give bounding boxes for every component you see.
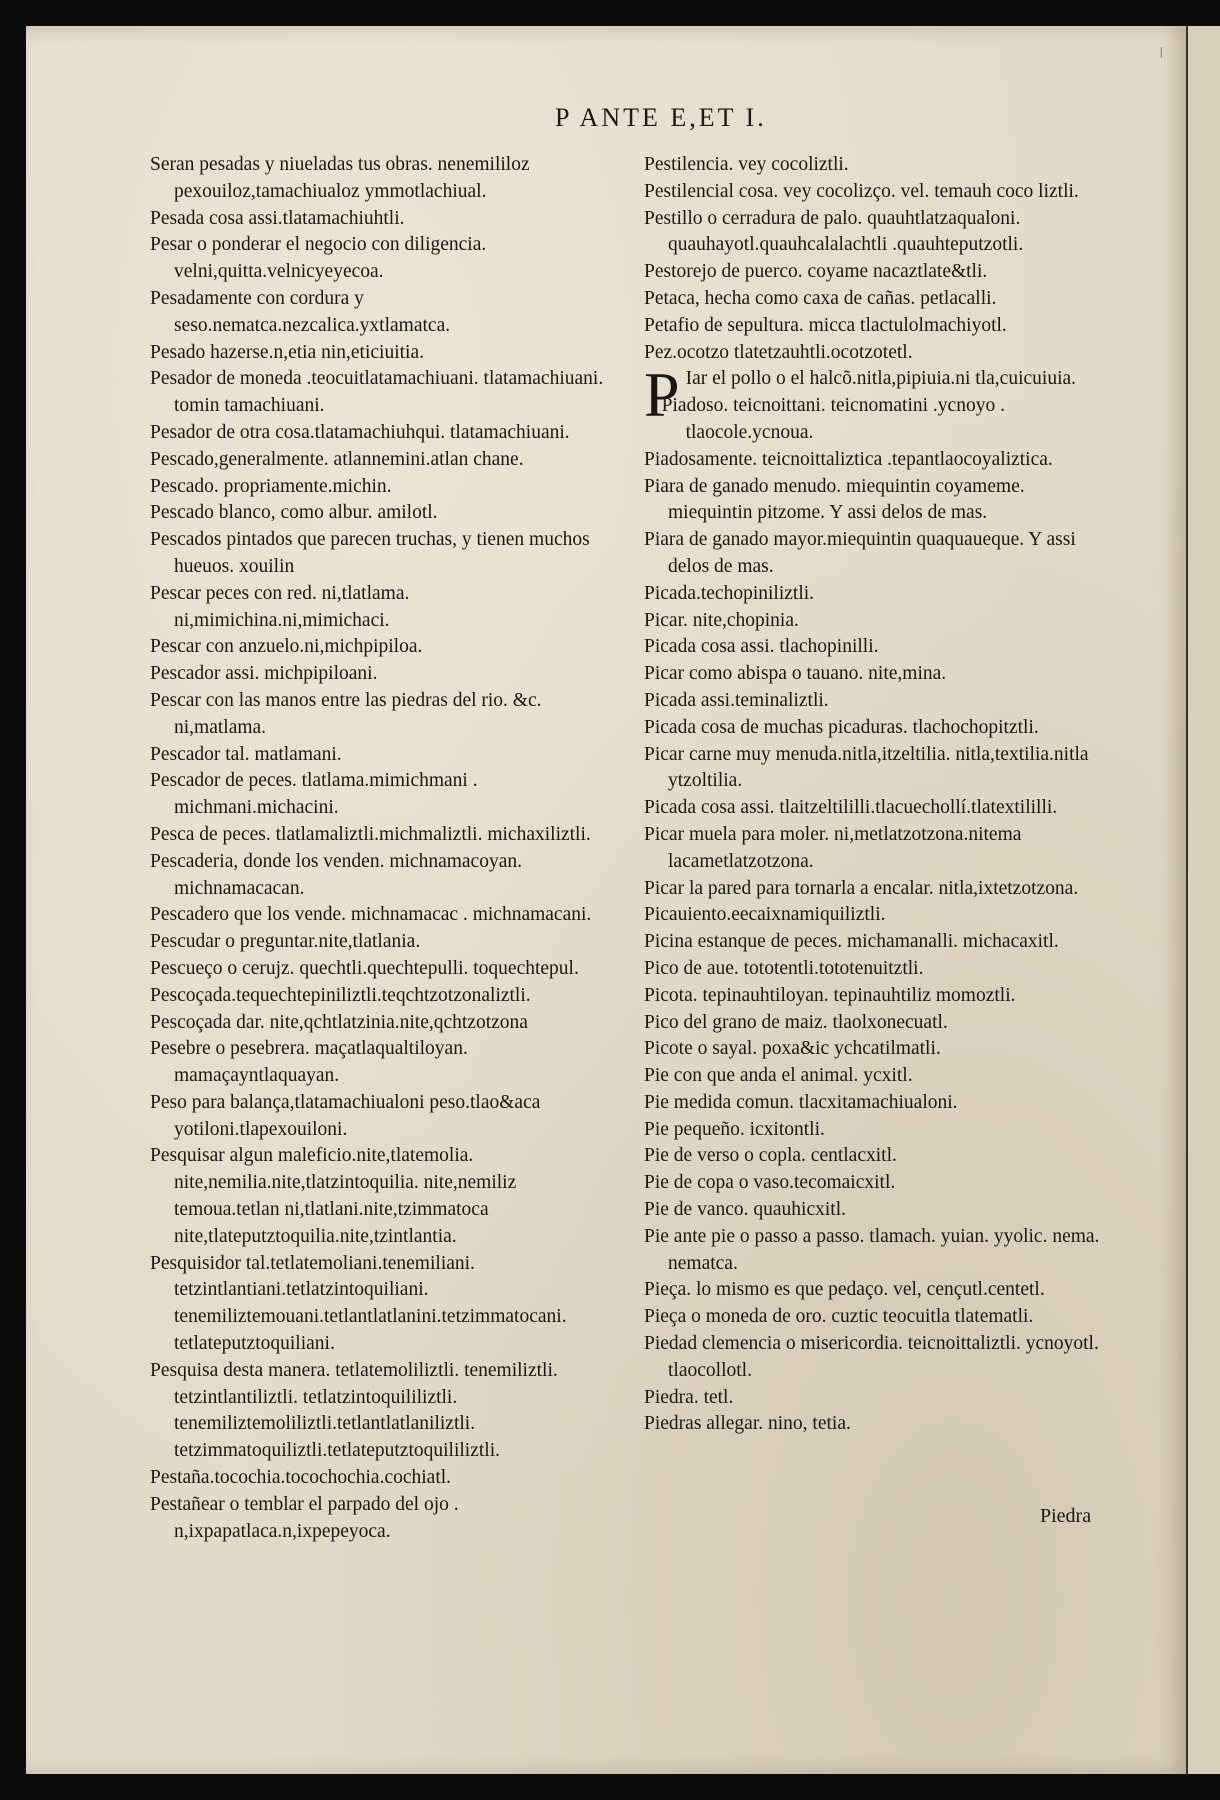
right-column-top: [644, 152, 1114, 366]
dictionary-entry: Petafio de sepultura. micca tlactulolmachiyotl.: [644, 314, 1007, 336]
dictionary-entry: Pico de aue. tototentli.tototenuitztli.: [644, 957, 924, 979]
dictionary-entry: Picote o sayal. poxa&ic ychcatilmatli.: [644, 1038, 941, 1060]
dictionary-entry: Pescar con anzuelo.ni,michpipiloa.: [150, 636, 423, 658]
dictionary-entry: Pesquisar algun maleficio.nite,tlatemolia. nite,nemilia.nite,tlatzintoquilia. nite,nemiliz temoua.tetlan ni,tlatlani.nite,tzimmatoca nite,tlateputztoquilia.nite,tzintlantia.: [150, 1145, 517, 1247]
dictionary-entry: Pescoçada.tequechtepiniliztli.teqchtzotzonaliztli.: [150, 984, 531, 1006]
dictionary-entry: Picina estanque de peces. michamanalli. michacaxitl.: [644, 931, 1059, 953]
dictionary-entry: Pescudar o preguntar.nite,tlatlania.: [150, 931, 421, 953]
dictionary-entry: Pie de verso o copla. centlacxitl.: [644, 1145, 897, 1167]
dictionary-entry: Pescado. propriamente.michin.: [150, 475, 392, 497]
dictionary-entry: Pescar peces con red. ni,tlatlama. ni,mimichina.ni,mimichaci.: [150, 582, 410, 631]
dictionary-entry: Piara de ganado menudo. miequintin coyameme. miequintin pitzome. Y assi delos de mas.: [644, 475, 1025, 524]
catchword: Piedra: [1040, 1505, 1092, 1527]
dictionary-entry: Picar la pared para tornarla a encalar. nitla,ixtetzotzona.: [644, 877, 1079, 899]
dictionary-entry: Pestilencia. vey cocoliztli.: [644, 154, 849, 175]
dictionary-entry: Pie ante pie o passo a passo. tlamach. yuian. yyolic. nema. nematca.: [644, 1225, 1100, 1274]
dictionary-entry: Pestaña.tocochia.tocochochia.cochiatl.: [150, 1467, 452, 1489]
running-head: P ANTE E,ET I.: [555, 103, 767, 132]
dictionary-entry: Pico del grano de maiz. tlaolxonecuatl.: [644, 1011, 948, 1033]
dictionary-entry: Picar muela para moler. ni,metlatzotzona.nitema lacametlatzotzona.: [644, 823, 1022, 872]
dictionary-entry: Pie pequeño. icxitontli.: [644, 1118, 825, 1140]
dictionary-entry: Piedra. tetl.: [644, 1386, 734, 1408]
left-column: [150, 152, 620, 1545]
dictionary-entry: Pieça o moneda de oro. cuztic teocuitla tlatematli.: [644, 1306, 1034, 1328]
dictionary-entry: Pesquisidor tal.tetlatemoliani.tenemiliani. tetzintlantiani.tetlatzintoquiliani. tenemiliztemouani.tetlantlatlanini.tetzimmatocani. tetlateputztoquiliani.: [150, 1252, 567, 1355]
dictionary-entry: Picar carne muy menuda.nitla,itzeltilia. nitla,textilia.nitla ytzoltilia.: [644, 743, 1089, 792]
dictionary-entry: Pescador de peces. tlatlama.mimichmani . michmani.michacini.: [150, 770, 478, 819]
dictionary-entry: Pestillo o cerradura de palo. quauhtlatzaqualoni. quauhayotl.quauhcalalachtli .quauhteputzotli.: [644, 207, 1024, 256]
right-column-entries: [644, 393, 1114, 1438]
dictionary-entry: Pestilencial cosa. vey cocolizço. vel. temauh coco liztli.: [644, 180, 1079, 202]
dictionary-entry: Picada cosa de muchas picaduras. tlachochopitztli.: [644, 716, 1039, 738]
dictionary-entry: Pieça. lo mismo es que pedaço. vel, cençutl.centetl.: [644, 1279, 1045, 1301]
dictionary-entry: Pescado,generalmente. atlannemini.atlan chane.: [150, 448, 524, 470]
dictionary-entry: Picada assi.teminaliztli.: [644, 689, 829, 711]
dictionary-entry: Picar. nite,chopinia.: [644, 609, 799, 631]
dictionary-entry: Pescado blanco, como albur. amilotl.: [150, 502, 438, 524]
dictionary-entry: Pesador de otra cosa.tlatamachiuhqui. tlatamachiuani.: [150, 421, 570, 443]
dictionary-entry: Pesebre o pesebrera. maçatlaqualtiloyan. mamaçayntlaquayan.: [150, 1038, 468, 1087]
dictionary-entry: Pesado hazerse.n,etia nin,eticiuitia.: [150, 341, 424, 363]
dictionary-entry: Pescaderia, donde los venden. michnamacoyan. michnamacacan.: [150, 850, 522, 899]
dictionary-entry: Petaca, hecha como caxa de cañas. petlacalli.: [644, 287, 997, 309]
dictionary-entry: Pesquisa desta manera. tetlatemoliliztli. tenemiliztli. tetzintlantiliztli. tetlatzintoquililiztli. tenemiliztemoliliztli.tetlantlatlaniliztli. tetzimmatoquiliztli.tetlateputztoquililiztli.: [150, 1359, 558, 1462]
dictionary-entry: Pescadero que los vende. michnamacac . michnamacani.: [150, 904, 592, 926]
dictionary-entry: Piadoso. teicnoittani. teicnomatini .ycnoyo . tlaocole.ycnoua.: [661, 395, 1005, 443]
dictionary-entry: Piedad clemencia o misericordia. teicnoittaliztli. ycnoyotl. tlaocollotl.: [644, 1333, 1099, 1381]
dictionary-entry: Seran pesadas y niueladas tus obras. nenemililoz pexouiloz,tamachiualoz ymmotlachiual.: [150, 154, 530, 202]
dictionary-entry: Pie con que anda el animal. ycxitl.: [644, 1065, 913, 1087]
dictionary-entry: Pescueço o cerujz. quechtli.quechtepulli. toquechtepul.: [150, 957, 579, 979]
dictionary-entry: Piara de ganado mayor.miequintin quaquaueque. Y assi delos de mas.: [644, 529, 1076, 577]
dictionary-entry: Peso para balança,tlatamachiualoni peso.tlao&aca yotiloni.tlapexouiloni.: [150, 1091, 541, 1140]
right-column: [644, 152, 1114, 1438]
dictionary-entry: Picauiento.eecaixnamiquiliztli.: [644, 904, 886, 926]
dictionary-entry: Picada cosa assi. tlachopinilli.: [644, 636, 879, 658]
dictionary-entry: Pesadamente con cordura y seso.nematca.nezcalica.yxtlamatca.: [150, 287, 451, 336]
dictionary-entry: Pescador assi. michpipiloani.: [150, 663, 378, 685]
dictionary-entry: Pez.ocotzo tlatetzauhtli.ocotzotetl.: [644, 341, 913, 363]
dictionary-entry: Pesada cosa assi.tlatamachiuhtli.: [150, 207, 405, 229]
dictionary-entry: Pesar o ponderar el negocio con diligencia. velni,quitta.velnicyeyecoa.: [150, 234, 487, 283]
dictionary-entry: Pie de vanco. quauhicxitl.: [644, 1199, 846, 1221]
dictionary-entry: Pie medida comun. tlacxitamachiualoni.: [644, 1091, 958, 1113]
dictionary-entry: Piadosamente. teicnoittaliztica .tepantlaocoyaliztica.: [644, 448, 1053, 470]
dictionary-entry: Pescador tal. matlamani.: [150, 743, 342, 765]
dictionary-entry: Picada cosa assi. tlaitzeltililli.tlacuechollí.tlatextililli.: [644, 797, 1058, 819]
dictionary-entry: Picada.techopiniliztli.: [644, 582, 815, 604]
drop-cap-entry-text: Iar el pollo o el halcõ.nitla,pipiuia.ni tla,cuicuiuia.: [685, 368, 1077, 390]
dictionary-entry: Pesador de moneda .teocuitlatamachiuani. tlatamachiuani. tomin tamachiuani.: [150, 368, 604, 417]
dictionary-entry: Picota. tepinauhtiloyan. tepinauhtiliz momoztli.: [644, 984, 1016, 1006]
dictionary-entry: Pesca de peces. tlatlamaliztli.michmaliztli. michaxiliztli.: [150, 823, 591, 845]
dictionary-entry: Pestorejo de puerco. coyame nacaztlate&tli.: [644, 261, 988, 283]
dictionary-entry: Piedras allegar. nino, tetia.: [644, 1413, 851, 1435]
dictionary-entry: Pestañear o temblar el parpado del ojo . n,ixpapatlaca.n,ixpepeyoca.: [150, 1493, 459, 1542]
dictionary-entry: Pescoçada dar. nite,qchtlatzinia.nite,qchtzotzona: [150, 1011, 528, 1033]
facing-page-edge: [1186, 26, 1220, 1774]
dictionary-entry: Picar como abispa o tauano. nite,mina.: [644, 663, 947, 685]
dictionary-entry: Pescados pintados que parecen truchas, y tienen muchos hueuos. xouilin: [150, 529, 590, 577]
drop-cap: P: [644, 359, 680, 431]
page-mark: |: [1160, 44, 1163, 58]
dictionary-entry: Pie de copa o vaso.tecomaicxitl.: [644, 1172, 896, 1194]
dictionary-entry: Pescar con las manos entre las piedras del rio. &c. ni,matlama.: [150, 689, 542, 738]
